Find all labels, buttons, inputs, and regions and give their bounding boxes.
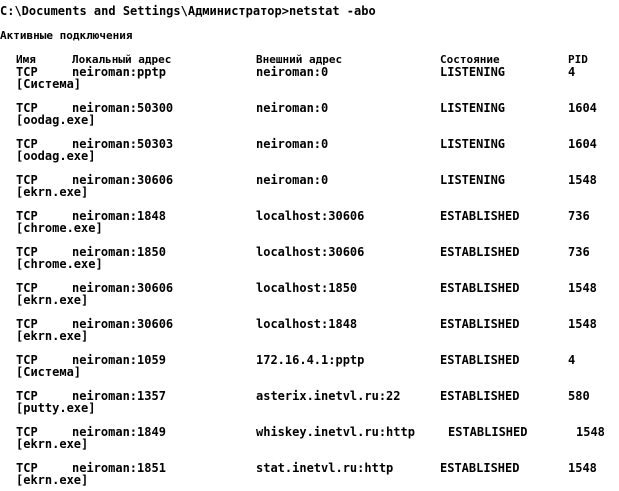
table-row bbox=[0, 282, 619, 306]
row-state: ESTABLISHED bbox=[448, 425, 528, 439]
row-process: [ekrn.exe] bbox=[16, 185, 89, 199]
row-foreign-address: neiroman:0 bbox=[256, 173, 329, 187]
row-foreign-address: neiroman:0 bbox=[256, 65, 329, 79]
table-row bbox=[0, 66, 619, 90]
row-state: LISTENING bbox=[440, 65, 506, 79]
row-process: [ekrn.exe] bbox=[16, 293, 89, 307]
row-pid: 4 bbox=[568, 353, 576, 367]
row-local-address: neiroman:1851 bbox=[72, 461, 166, 475]
row-process: [ekrn.exe] bbox=[16, 473, 89, 487]
header-foreign-address: Внешний адрес bbox=[256, 53, 343, 66]
row-foreign-address: localhost:1848 bbox=[256, 317, 358, 331]
row-state: ESTABLISHED bbox=[440, 245, 520, 259]
row-pid: 1604 bbox=[568, 101, 597, 115]
row-state: ESTABLISHED bbox=[440, 281, 520, 295]
row-proto: TCP bbox=[16, 101, 38, 115]
row-local-address: neiroman:50303 bbox=[72, 137, 174, 151]
row-local-address: neiroman:1357 bbox=[72, 389, 166, 403]
row-proto: TCP bbox=[16, 389, 38, 403]
table-row bbox=[0, 102, 619, 126]
row-process: [Система] bbox=[16, 77, 82, 91]
row-process: [ekrn.exe] bbox=[16, 437, 89, 451]
row-foreign-address: whiskey.inetvl.ru:http bbox=[256, 425, 415, 439]
row-proto: TCP bbox=[16, 317, 38, 331]
row-foreign-address: neiroman:0 bbox=[256, 137, 329, 151]
header-state: Состояние bbox=[440, 53, 500, 66]
row-proto: TCP bbox=[16, 173, 38, 187]
row-process: [ekrn.exe] bbox=[16, 329, 89, 343]
row-local-address: neiroman:1848 bbox=[72, 209, 166, 223]
header-proto: Имя bbox=[16, 53, 36, 66]
row-state: LISTENING bbox=[440, 137, 506, 151]
row-proto: TCP bbox=[16, 209, 38, 223]
row-foreign-address: localhost:30606 bbox=[256, 209, 365, 223]
header-pid: PID bbox=[568, 53, 588, 66]
row-state: LISTENING bbox=[440, 101, 506, 115]
row-pid: 736 bbox=[568, 245, 590, 259]
row-pid: 1548 bbox=[576, 425, 605, 439]
command-prompt-line: C:\Documents and Settings\Администратор>netstat -abo bbox=[0, 4, 376, 18]
row-pid: 1548 bbox=[568, 461, 597, 475]
row-state: ESTABLISHED bbox=[440, 317, 520, 331]
row-local-address: neiroman:1059 bbox=[72, 353, 166, 367]
row-local-address: neiroman:pptp bbox=[72, 65, 166, 79]
row-proto: TCP bbox=[16, 245, 38, 259]
table-row bbox=[0, 354, 619, 378]
table-row bbox=[0, 390, 619, 414]
row-process: [putty.exe] bbox=[16, 401, 96, 415]
row-process: [Система] bbox=[16, 365, 82, 379]
row-local-address: neiroman:1850 bbox=[72, 245, 166, 259]
row-state: ESTABLISHED bbox=[440, 389, 520, 403]
table-row bbox=[0, 174, 619, 198]
row-local-address: neiroman:30606 bbox=[72, 173, 174, 187]
section-title: Активные подключения bbox=[0, 29, 133, 42]
row-pid: 1604 bbox=[568, 137, 597, 151]
row-proto: TCP bbox=[16, 425, 38, 439]
row-foreign-address: localhost:1850 bbox=[256, 281, 358, 295]
row-pid: 580 bbox=[568, 389, 590, 403]
row-proto: TCP bbox=[16, 461, 38, 475]
row-foreign-address: stat.inetvl.ru:http bbox=[256, 461, 394, 475]
row-pid: 4 bbox=[568, 65, 576, 79]
table-row bbox=[0, 138, 619, 162]
row-local-address: neiroman:30606 bbox=[72, 317, 174, 331]
row-state: ESTABLISHED bbox=[440, 353, 520, 367]
row-state: LISTENING bbox=[440, 173, 506, 187]
row-process: [chrome.exe] bbox=[16, 221, 103, 235]
table-row bbox=[0, 426, 619, 450]
header-local-address: Локальный адрес bbox=[72, 53, 172, 66]
row-proto: TCP bbox=[16, 137, 38, 151]
row-process: [oodag.exe] bbox=[16, 149, 96, 163]
row-foreign-address: localhost:30606 bbox=[256, 245, 365, 259]
row-process: [oodag.exe] bbox=[16, 113, 96, 127]
row-pid: 1548 bbox=[568, 317, 597, 331]
row-local-address: neiroman:50300 bbox=[72, 101, 174, 115]
row-pid: 1548 bbox=[568, 173, 597, 187]
row-foreign-address: asterix.inetvl.ru:22 bbox=[256, 389, 401, 403]
row-local-address: neiroman:1849 bbox=[72, 425, 166, 439]
row-process: [chrome.exe] bbox=[16, 257, 103, 271]
table-row bbox=[0, 246, 619, 270]
row-state: ESTABLISHED bbox=[440, 461, 520, 475]
table-row bbox=[0, 462, 619, 486]
row-proto: TCP bbox=[16, 65, 38, 79]
row-proto: TCP bbox=[16, 281, 38, 295]
row-proto: TCP bbox=[16, 353, 38, 367]
row-state: ESTABLISHED bbox=[440, 209, 520, 223]
table-row bbox=[0, 318, 619, 342]
row-foreign-address: neiroman:0 bbox=[256, 101, 329, 115]
row-foreign-address: 172.16.4.1:pptp bbox=[256, 353, 365, 367]
row-local-address: neiroman:30606 bbox=[72, 281, 174, 295]
row-pid: 1548 bbox=[568, 281, 597, 295]
row-pid: 736 bbox=[568, 209, 590, 223]
table-row bbox=[0, 210, 619, 234]
